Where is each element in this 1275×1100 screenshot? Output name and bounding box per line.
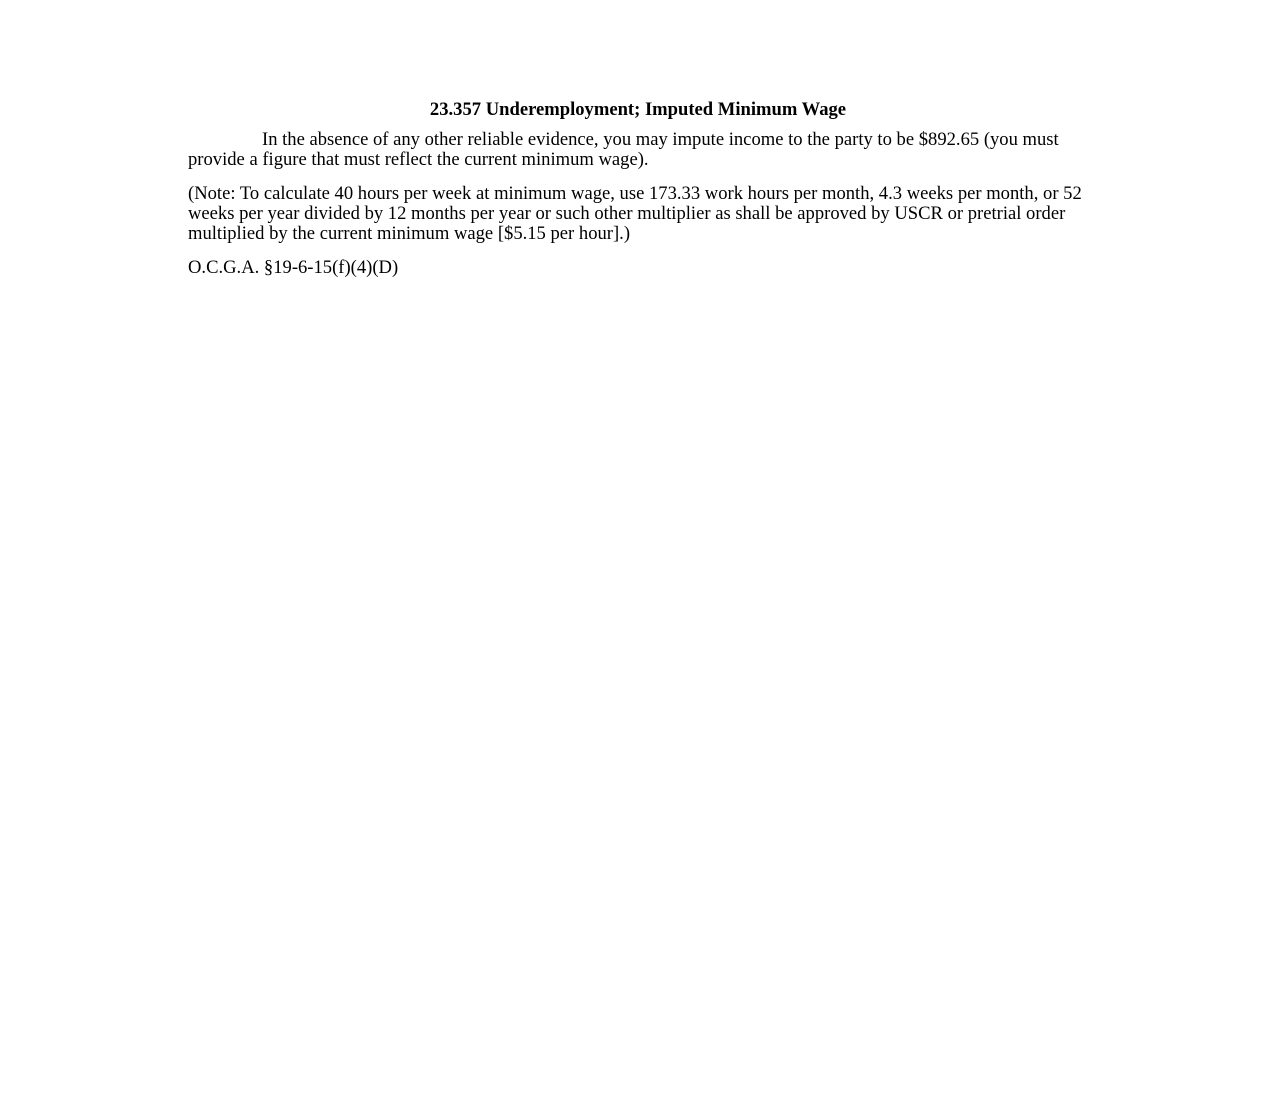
document-page (188, 98, 1088, 278)
paragraph-imputed-income: In the absence of any other reliable evidence, you may impute income to the party to be $892.65 (you must provide a figure that must reflect the current minimum wage). (188, 129, 1059, 170)
statute-citation: O.C.G.A. §19-6-15(f)(4)(D) (188, 257, 399, 278)
document-title: 23.357 Underemployment; Imputed Minimum Wage (429, 99, 847, 120)
paragraph-note: (Note: To calculate 40 hours per week at minimum wage, use 173.33 work hours per month, 4.3 weeks per month, or 52 weeks per year divided by 12 months per year or such other multiplier as shall be approved by USCR or pretrial order multiplied by the current minimum wage [$5.15 per hour].) (188, 183, 1082, 244)
